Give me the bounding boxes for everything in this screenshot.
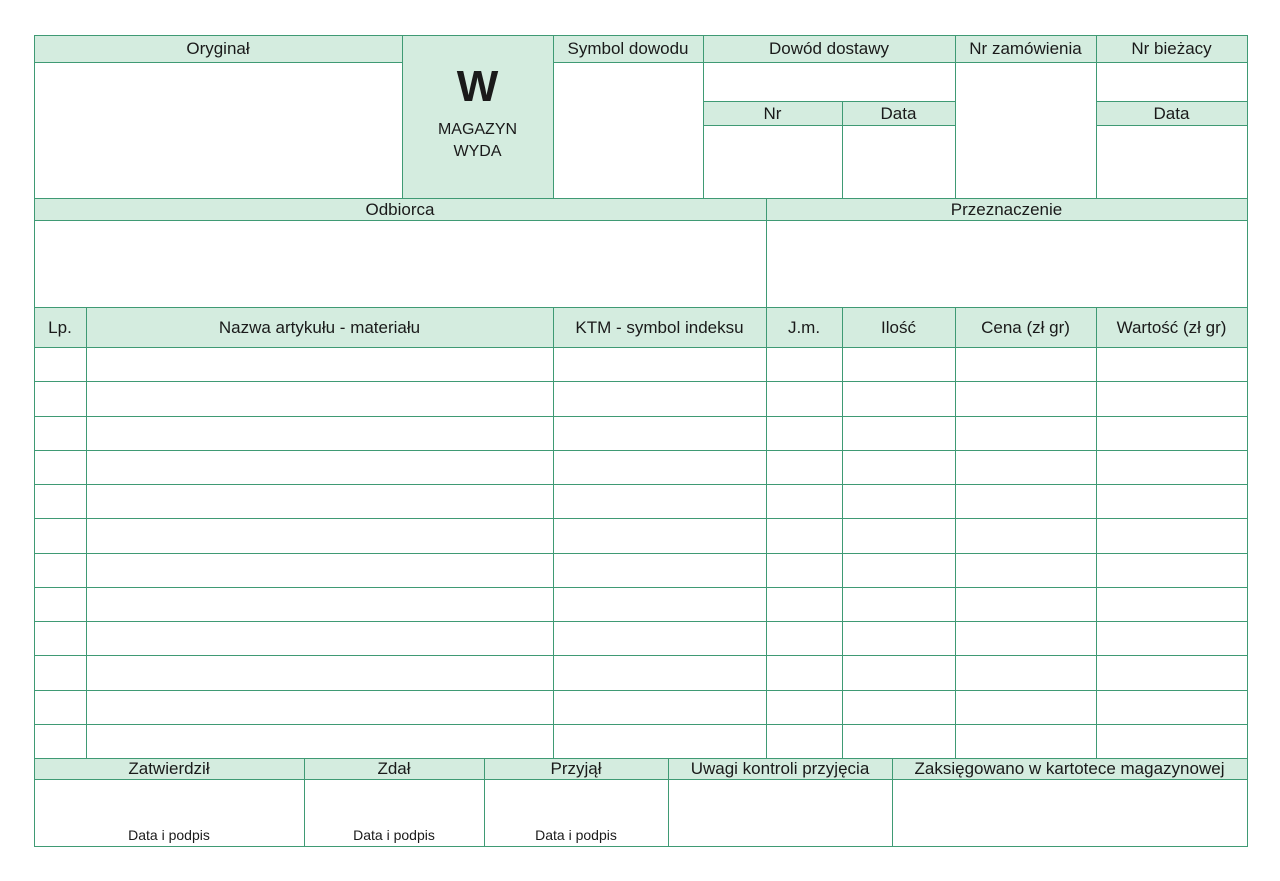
grid-line: [34, 198, 1248, 199]
zdal-signature-field[interactable]: [304, 779, 484, 846]
grid-line: [1096, 35, 1097, 199]
symbol-dowodu-label: Symbol dowodu: [553, 35, 703, 62]
cell-nazwa[interactable]: [86, 347, 553, 381]
col-header-ktm: KTM - symbol indeksu: [553, 307, 766, 347]
cell-ilosc[interactable]: [842, 347, 955, 381]
cell-jm[interactable]: [766, 690, 842, 724]
grid-line: [34, 518, 1248, 519]
cell-ktm[interactable]: [553, 587, 766, 621]
cell-wartosc[interactable]: [1096, 381, 1247, 415]
cell-wartosc[interactable]: [1096, 655, 1247, 689]
grid-line: [34, 35, 35, 847]
zaksiegowano-label: Zaksięgowano w kartotece magazynowej: [892, 758, 1247, 779]
przyjal-signature-field[interactable]: [484, 779, 668, 846]
zatwierdzil-label: Zatwierdził: [34, 758, 304, 779]
grid-line: [484, 758, 485, 847]
grid-line: [34, 381, 1248, 382]
cell-jm[interactable]: [766, 347, 842, 381]
grid-line: [703, 35, 704, 199]
grid-line: [34, 655, 1248, 656]
cell-cena[interactable]: [955, 690, 1096, 724]
uwagi-label: Uwagi kontroli przyjęcia: [668, 758, 892, 779]
cell-nazwa[interactable]: [86, 553, 553, 587]
cell-wartosc[interactable]: [1096, 587, 1247, 621]
zdal-label: Zdał: [304, 758, 484, 779]
cell-lp[interactable]: [34, 553, 86, 587]
grid-line: [1096, 307, 1097, 759]
grid-line: [34, 416, 1248, 417]
dowod-nr-label: Nr: [703, 101, 842, 125]
nr-biezacy-label: Nr bieżacy: [1096, 35, 1247, 62]
cell-nazwa[interactable]: [86, 655, 553, 689]
cell-lp[interactable]: [34, 518, 86, 552]
cell-ktm[interactable]: [553, 655, 766, 689]
cell-cena[interactable]: [955, 518, 1096, 552]
cell-cena[interactable]: [955, 724, 1096, 758]
cell-cena[interactable]: [955, 416, 1096, 450]
cell-lp[interactable]: [34, 416, 86, 450]
cell-wartosc[interactable]: [1096, 347, 1247, 381]
cell-lp[interactable]: [34, 724, 86, 758]
cell-ilosc[interactable]: [842, 381, 955, 415]
cell-wartosc[interactable]: [1096, 484, 1247, 518]
grid-line: [34, 450, 1248, 451]
grid-line: [34, 62, 403, 63]
cell-jm[interactable]: [766, 381, 842, 415]
col-header-ilosc: Ilość: [842, 307, 955, 347]
original-label: Oryginał: [34, 35, 402, 62]
przeznaczenie-field[interactable]: [766, 220, 1247, 307]
cell-lp[interactable]: [34, 621, 86, 655]
cell-cena[interactable]: [955, 450, 1096, 484]
grid-line: [842, 101, 843, 199]
cell-nazwa[interactable]: [86, 484, 553, 518]
grid-line: [892, 758, 893, 847]
cell-wartosc[interactable]: [1096, 553, 1247, 587]
cell-wartosc[interactable]: [1096, 621, 1247, 655]
cell-nazwa[interactable]: [86, 587, 553, 621]
document-letter: W: [456, 61, 499, 111]
grid-line: [34, 347, 1248, 348]
cell-ilosc[interactable]: [842, 416, 955, 450]
cell-lp[interactable]: [34, 347, 86, 381]
dowod-dostawy-label: Dowód dostawy: [703, 35, 955, 62]
cell-ktm[interactable]: [553, 381, 766, 415]
cell-nazwa[interactable]: [86, 381, 553, 415]
col-header-wartosc: Wartość (zł gr): [1096, 307, 1247, 347]
przeznaczenie-label: Przeznaczenie: [766, 198, 1247, 220]
grid-line: [955, 307, 956, 759]
cell-nazwa[interactable]: [86, 724, 553, 758]
cell-jm[interactable]: [766, 655, 842, 689]
cell-jm[interactable]: [766, 724, 842, 758]
grid-line: [1096, 125, 1248, 126]
grid-line: [34, 846, 1248, 847]
odbiorca-label: Odbiorca: [34, 198, 766, 220]
cell-nazwa[interactable]: [86, 416, 553, 450]
cell-wartosc[interactable]: [1096, 690, 1247, 724]
signature-caption: Data i podpis: [353, 827, 435, 843]
grid-line: [955, 35, 956, 199]
grid-line: [402, 35, 403, 199]
cell-cena[interactable]: [955, 381, 1096, 415]
cell-ktm[interactable]: [553, 450, 766, 484]
odbiorca-field[interactable]: [34, 220, 766, 307]
cell-ilosc[interactable]: [842, 484, 955, 518]
cell-wartosc[interactable]: [1096, 518, 1247, 552]
grid-line: [34, 553, 1248, 554]
cell-cena[interactable]: [955, 347, 1096, 381]
grid-line: [1096, 101, 1248, 102]
cell-wartosc[interactable]: [1096, 450, 1247, 484]
grid-line: [34, 724, 1248, 725]
cell-lp[interactable]: [34, 690, 86, 724]
cell-ilosc[interactable]: [842, 621, 955, 655]
grid-line: [304, 758, 305, 847]
cell-ilosc[interactable]: [842, 587, 955, 621]
cell-ilosc[interactable]: [842, 690, 955, 724]
grid-line: [34, 690, 1248, 691]
cell-ilosc[interactable]: [842, 450, 955, 484]
grid-line: [703, 125, 956, 126]
original-field[interactable]: [34, 62, 402, 198]
zaksiegowano-field[interactable]: [892, 779, 1247, 846]
cell-nazwa[interactable]: [86, 690, 553, 724]
cell-ktm[interactable]: [553, 690, 766, 724]
cell-ktm[interactable]: [553, 621, 766, 655]
cell-jm[interactable]: [766, 621, 842, 655]
grid-line: [553, 307, 554, 759]
grid-line: [34, 587, 1248, 588]
grid-line: [553, 35, 554, 199]
cell-nazwa[interactable]: [86, 450, 553, 484]
cell-cena[interactable]: [955, 484, 1096, 518]
dowod-data-label: Data: [842, 101, 955, 125]
cell-jm[interactable]: [766, 518, 842, 552]
signature-caption: Data i podpis: [128, 827, 210, 843]
cell-lp[interactable]: [34, 450, 86, 484]
cell-ktm[interactable]: [553, 416, 766, 450]
cell-ilosc[interactable]: [842, 724, 955, 758]
cell-ilosc[interactable]: [842, 655, 955, 689]
cell-ktm[interactable]: [553, 347, 766, 381]
cell-wartosc[interactable]: [1096, 724, 1247, 758]
grid-line: [34, 779, 1248, 780]
symbol-dowodu-field[interactable]: [553, 62, 703, 198]
cell-lp[interactable]: [34, 587, 86, 621]
dowod-dostawy-field[interactable]: [703, 62, 955, 101]
grid-line: [842, 307, 843, 759]
grid-line: [86, 307, 87, 759]
cell-ilosc[interactable]: [842, 553, 955, 587]
cell-wartosc[interactable]: [1096, 416, 1247, 450]
uwagi-field[interactable]: [668, 779, 892, 846]
cell-ktm[interactable]: [553, 724, 766, 758]
grid-line: [1247, 35, 1248, 847]
dowod-data-field[interactable]: [842, 125, 955, 198]
nr-zamowienia-field[interactable]: [955, 62, 1096, 198]
col-header-cena: Cena (zł gr): [955, 307, 1096, 347]
cell-ilosc[interactable]: [842, 518, 955, 552]
grid-line: [34, 35, 1248, 36]
col-header-jm: J.m.: [766, 307, 842, 347]
cell-cena[interactable]: [955, 553, 1096, 587]
cell-lp[interactable]: [34, 655, 86, 689]
biezacy-data-label: Data: [1096, 101, 1247, 125]
cell-cena[interactable]: [955, 655, 1096, 689]
col-header-lp: Lp.: [34, 307, 86, 347]
cell-lp[interactable]: [34, 484, 86, 518]
cell-nazwa[interactable]: [86, 518, 553, 552]
cell-lp[interactable]: [34, 381, 86, 415]
grid-line: [34, 758, 1248, 759]
cell-jm[interactable]: [766, 450, 842, 484]
grid-line: [34, 307, 1248, 308]
przyjal-label: Przyjął: [484, 758, 668, 779]
grid-line: [668, 758, 669, 847]
nr-biezacy-field[interactable]: [1096, 62, 1247, 101]
document-type-box: [402, 35, 553, 198]
col-header-nazwa: Nazwa artykułu - materiału: [86, 307, 553, 347]
grid-line: [703, 101, 956, 102]
cell-jm[interactable]: [766, 484, 842, 518]
cell-jm[interactable]: [766, 587, 842, 621]
cell-nazwa[interactable]: [86, 621, 553, 655]
cell-ktm[interactable]: [553, 484, 766, 518]
cell-ktm[interactable]: [553, 553, 766, 587]
nr-zamowienia-label: Nr zamówienia: [955, 35, 1096, 62]
zatwierdzil-signature-field[interactable]: [34, 779, 304, 846]
cell-ktm[interactable]: [553, 518, 766, 552]
grid-line: [766, 198, 767, 308]
grid-line: [34, 220, 1248, 221]
cell-jm[interactable]: [766, 553, 842, 587]
document-type-line1: MAGAZYN: [437, 120, 518, 138]
grid-line: [553, 62, 1248, 63]
biezacy-data-field[interactable]: [1096, 125, 1247, 198]
signature-caption: Data i podpis: [535, 827, 617, 843]
cell-cena[interactable]: [955, 587, 1096, 621]
document-type-line2: WYDA: [453, 142, 502, 160]
dowod-nr-field[interactable]: [703, 125, 842, 198]
cell-cena[interactable]: [955, 621, 1096, 655]
grid-line: [766, 307, 767, 759]
cell-jm[interactable]: [766, 416, 842, 450]
grid-line: [34, 484, 1248, 485]
grid-line: [34, 621, 1248, 622]
